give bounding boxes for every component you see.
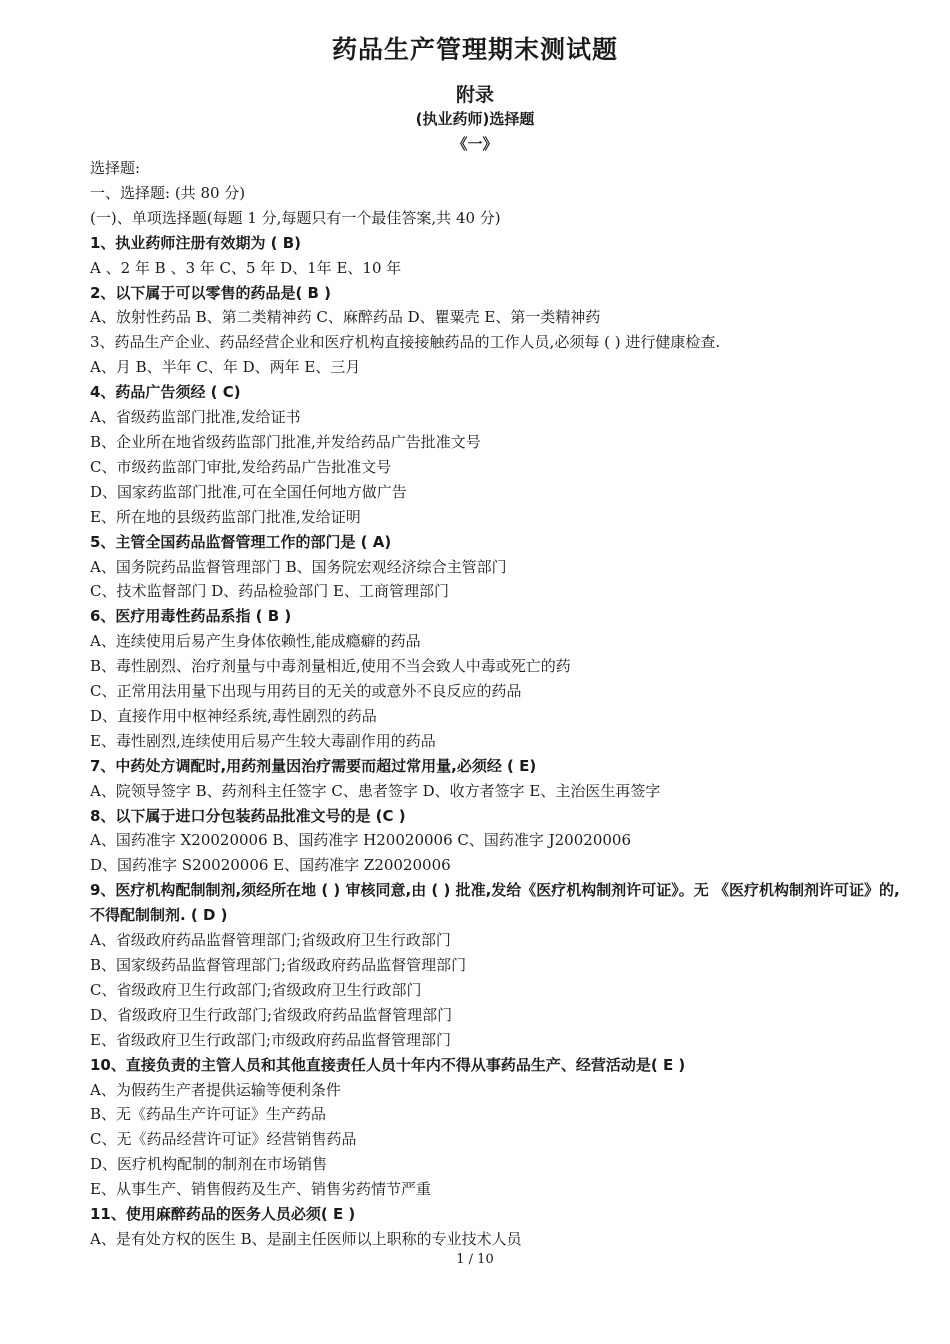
text-line: B、无《药品生产许可证》生产药品 xyxy=(90,1105,327,1124)
text-line: A、是有处方权的医生 B、是副主任医师以上职称的专业技术人员 xyxy=(90,1229,522,1248)
text-line: 一、选择题: (共 80 分) xyxy=(90,183,246,202)
question-line: 11、使用麻醉药品的医务人员必须( E ) xyxy=(90,1205,356,1224)
text-line: A、连续使用后易产生身体依赖性,能成瘾癖的药品 xyxy=(90,632,421,651)
text-line: E、所在地的县级药监部门批准,发给证明 xyxy=(90,507,361,526)
text-line: A 、2 年 B 、3 年 C、5 年 D、1年 E、10 年 xyxy=(90,258,402,277)
text-line: A、放射性药品 B、第二类精神药 C、麻醉药品 D、瞿粟壳 E、第一类精神药 xyxy=(90,308,601,327)
text-line: E、毒性剧烈,连续使用后易产生较大毒副作用的药品 xyxy=(90,731,436,750)
question-line: 1、执业药师注册有效期为 ( B) xyxy=(90,233,302,252)
text-line: D、医疗机构配制的制剂在市场销售 xyxy=(90,1155,328,1174)
text-line: C、省级政府卫生行政部门;省级政府卫生行政部门 xyxy=(90,980,422,999)
text-line: E、省级政府卫生行政部门;市级政府药品监督管理部门 xyxy=(90,1030,452,1049)
text-line: D、国家药监部门批准,可在全国任何地方做广告 xyxy=(90,482,407,501)
text-line: C、正常用法用量下出现与用药目的无关的或意外不良反应的药品 xyxy=(90,682,522,701)
text-line: B、企业所在地省级药监部门批准,并发给药品广告批准文号 xyxy=(90,432,481,451)
text-line: 3、药品生产企业、药品经营企业和医疗机构直接接触药品的工作人员,必须每 ( ) 进行健康检查. xyxy=(90,333,721,352)
page-number: 1 / 10 xyxy=(456,1252,494,1267)
question-line: 9、医疗机构配制制剂,须经所在地 ( ) 审核同意,由 ( ) 批准,发给《医疗机构制剂许可证》。无 《医疗机构制剂许可证》的,不得配制制剂. ( D ) xyxy=(90,881,900,925)
text-line: A、月 B、半年 C、年 D、两年 E、三月 xyxy=(90,358,361,377)
text-line: D、国药准字 S20020006 E、国药准字 Z20020006 xyxy=(90,856,451,875)
section-subtitle: (执业药师)选择题 xyxy=(415,110,535,128)
text-line: C、技术监督部门 D、药品检验部门 E、工商管理部门 xyxy=(90,582,449,601)
question-line: 5、主管全国药品监督管理工作的部门是 ( A) xyxy=(90,532,392,551)
text-line: A、院领导签字 B、药剂科主任签字 C、患者签字 D、收方者签字 E、主治医生再签字 xyxy=(90,781,661,800)
section-number: 《一》 xyxy=(452,135,498,153)
text-line: A、国药准字 X20020006 B、国药准字 H20020006 C、国药准字 J20020006 xyxy=(90,831,631,850)
question-list xyxy=(90,156,910,1252)
text-line: A、省级药监部门批准,发给证书 xyxy=(90,408,301,427)
question-line: 6、医疗用毒性药品系指 ( B ) xyxy=(90,607,292,626)
document-title: 药品生产管理期末测试题 xyxy=(331,35,618,64)
text-line: 选择题: xyxy=(90,159,141,177)
text-line: (一)、单项选择题(每题 1 分,每题只有一个最佳答案,共 40 分) xyxy=(90,208,501,227)
text-line: D、省级政府卫生行政部门;省级政府药品监督管理部门 xyxy=(90,1005,453,1024)
question-line: 2、以下属于可以零售的药品是( B ) xyxy=(90,283,332,302)
text-line: C、市级药监部门审批,发给药品广告批准文号 xyxy=(90,457,392,476)
question-line: 10、直接负责的主管人员和其他直接责任人员十年内不得从事药品生产、经营活动是( E ) xyxy=(90,1055,686,1074)
question-line: 7、中药处方调配时,用药剂量因治疗需要而超过常用量,必须经 ( E) xyxy=(90,756,537,775)
text-line: A、国务院药品监督管理部门 B、国务院宏观经济综合主管部门 xyxy=(90,557,507,576)
appendix-heading: 附录 xyxy=(455,84,494,106)
text-line: B、国家级药品监督管理部门;省级政府药品监督管理部门 xyxy=(90,956,467,974)
text-line: B、毒性剧烈、治疗剂量与中毒剂量相近,使用不当会致人中毒或死亡的药 xyxy=(90,657,571,676)
text-line: E、从事生产、销售假药及生产、销售劣药情节严重 xyxy=(90,1180,431,1199)
question-line: 8、以下属于进口分包装药品批准文号的是 (C ) xyxy=(90,806,406,825)
text-line: A、省级政府药品监督管理部门;省级政府卫生行政部门 xyxy=(90,931,451,950)
text-line: C、无《药品经营许可证》经营销售药品 xyxy=(90,1130,357,1149)
text-line: D、直接作用中枢神经系统,毒性剧烈的药品 xyxy=(90,706,377,725)
question-line: 4、药品广告须经 ( C) xyxy=(90,383,241,402)
text-line: A、为假药生产者提供运输等便利条件 xyxy=(90,1080,341,1099)
